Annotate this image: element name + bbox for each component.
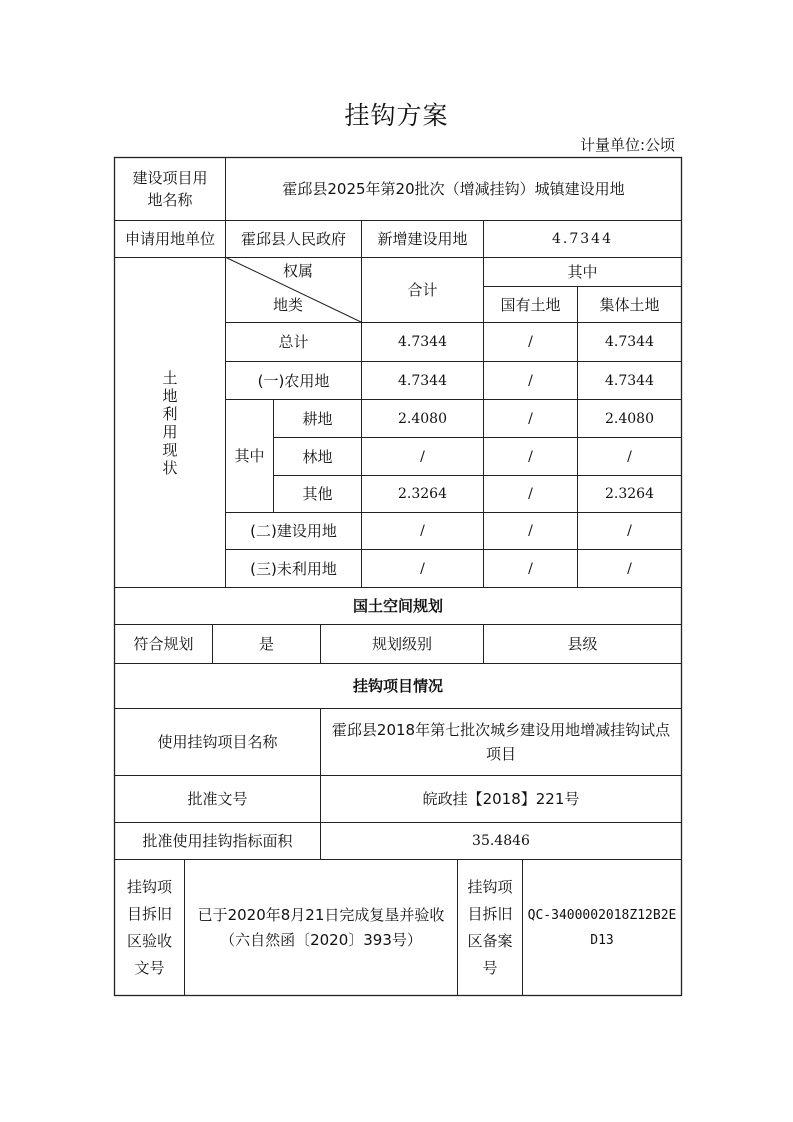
document-title: 挂钩方案 <box>344 101 449 130</box>
area-label: 批准使用挂钩指标面积 <box>142 832 293 850</box>
row-forest-label: 林地 <box>302 447 333 466</box>
project-name-value: 霍邱县2025年第20批次（增减挂钩）城镇建设用地 <box>282 180 625 198</box>
conform-value: 是 <box>258 635 274 653</box>
row-total-label: 总计 <box>278 333 309 351</box>
new-land-label: 新增建设用地 <box>377 230 468 248</box>
planning-level-value: 县级 <box>567 635 598 653</box>
diag-top-label: 权属 <box>282 262 313 280</box>
among-label: 其中 <box>234 447 265 465</box>
row-cultivated-sum: 2.4080 <box>398 410 447 427</box>
planning-level-label: 规划级别 <box>371 635 432 653</box>
row-construction-sum: / <box>420 523 425 539</box>
row-agri-state: / <box>528 372 533 389</box>
row-other-state: / <box>528 486 533 502</box>
approval-value: 皖政挂【2018】221号 <box>422 790 580 808</box>
row-forest-sum: / <box>420 448 425 465</box>
acceptance-value: 已于2020年8月21日完成复垦并验收（六自然函〔2020〕393号） <box>197 905 445 949</box>
diag-bottom-label: 地类 <box>272 296 303 314</box>
hook-header: 挂钩项目情况 <box>352 677 443 695</box>
record-label: 挂钩项目拆旧区备案号 <box>467 877 513 977</box>
state-land-header: 国有土地 <box>500 295 561 314</box>
row-construction-state: / <box>528 523 533 539</box>
row-total-collective: 4.7344 <box>605 334 654 350</box>
row-agri-collective: 4.7344 <box>605 372 654 389</box>
measurement-unit: 计量单位:公顷 <box>579 136 675 154</box>
row-construction-label: (二)建设用地 <box>250 522 337 540</box>
hook-name-label: 使用挂钩项目名称 <box>157 733 278 751</box>
total-header: 合计 <box>407 281 438 299</box>
row-forest-collective: / <box>627 448 632 465</box>
area-value: 35.4846 <box>472 833 530 849</box>
project-name-label: 建设项目用地名称 <box>132 169 208 209</box>
among-header: 其中 <box>567 263 598 281</box>
record-value: QC-3400002018Z12B2ED13 <box>527 907 677 948</box>
applicant-value: 霍邱县人民政府 <box>240 230 346 248</box>
collective-land-header: 集体土地 <box>599 295 660 314</box>
row-unused-sum: / <box>420 560 425 577</box>
row-cultivated-collective: 2.4080 <box>605 410 654 427</box>
row-agri-sum: 4.7344 <box>398 372 447 389</box>
row-unused-state: / <box>528 560 533 577</box>
acceptance-label: 挂钩项目拆旧区验收文号 <box>126 877 172 977</box>
row-other-collective: 2.3264 <box>605 486 654 502</box>
row-other-sum: 2.3264 <box>398 486 447 502</box>
row-other-label: 其他 <box>302 485 333 503</box>
hook-name-value: 霍邱县2018年第七批次城乡建设用地增减挂钩试点项目 <box>331 721 671 763</box>
row-forest-state: / <box>528 448 533 465</box>
row-unused-label: (三)未利用地 <box>250 559 337 578</box>
row-total-sum: 4.7344 <box>398 334 447 350</box>
row-agri-label: (一)农用地 <box>257 371 330 390</box>
row-construction-collective: / <box>627 523 632 539</box>
conform-label: 符合规划 <box>133 635 194 653</box>
row-cultivated-label: 耕地 <box>302 409 333 428</box>
planning-header: 国土空间规划 <box>352 597 443 615</box>
row-cultivated-state: / <box>528 410 533 427</box>
row-total-state: / <box>528 334 533 350</box>
applicant-label: 申请用地单位 <box>124 230 215 248</box>
land-use-section-label: 土地利用现状 <box>162 368 178 477</box>
approval-label: 批准文号 <box>187 790 248 808</box>
row-unused-collective: / <box>627 560 632 577</box>
new-land-value: 4.7344 <box>552 231 613 247</box>
